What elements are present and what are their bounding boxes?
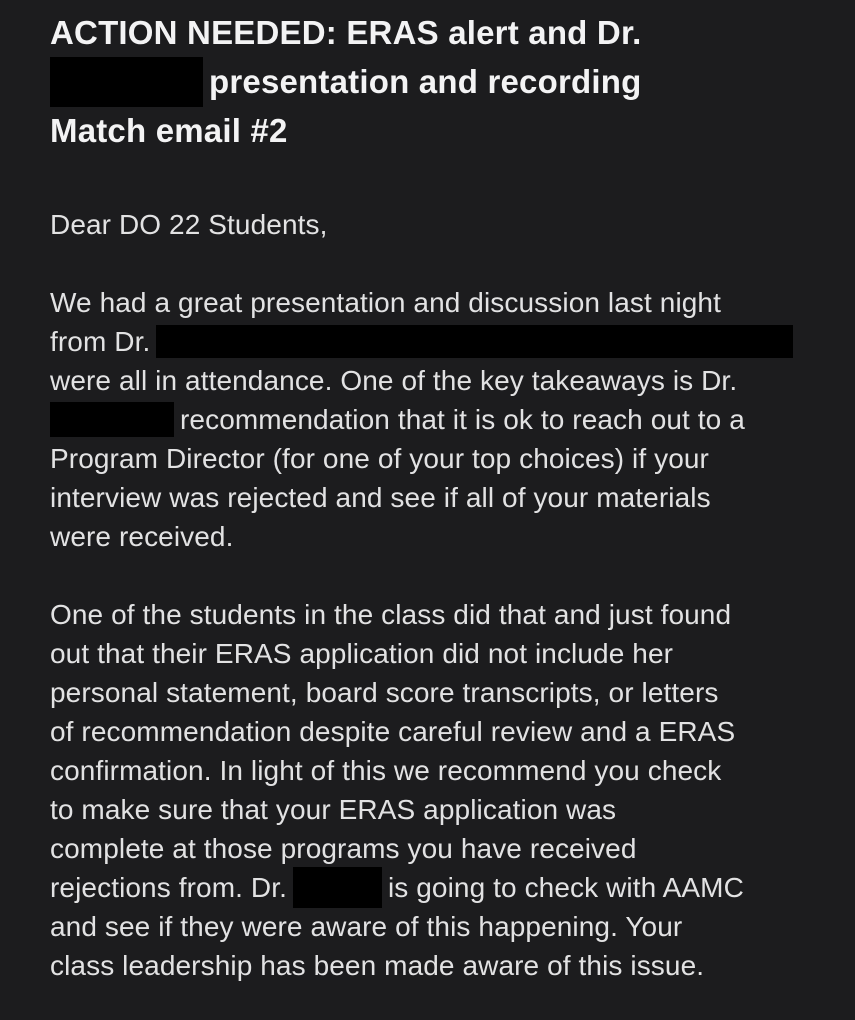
body-line-text: is going to check with AAMC — [387, 872, 744, 903]
text-line — [50, 751, 825, 790]
email-paragraph — [50, 595, 825, 985]
text-line — [50, 517, 825, 556]
body-line-text: interview was rejected and see if all of your materials — [50, 482, 711, 513]
subject-text: ACTION NEEDED: ERAS alert and Dr. — [50, 14, 642, 51]
body-line-text: rejections from. Dr. — [50, 872, 287, 903]
text-line — [50, 205, 825, 244]
text-line — [50, 439, 825, 478]
body-line-text: were received. — [50, 521, 234, 552]
redaction-bar — [156, 325, 793, 358]
email-body — [50, 205, 825, 985]
redaction-bar — [50, 402, 174, 437]
email-paragraph — [50, 283, 825, 556]
body-line-text: recommendation that it is ok to reach out to a — [180, 404, 745, 435]
text-line — [50, 790, 825, 829]
body-line-text: of recommendation despite careful review and a ERAS — [50, 716, 736, 747]
body-line-text: confirmation. In light of this we recommend you check — [50, 755, 722, 786]
email-paragraph — [50, 205, 825, 244]
text-line — [50, 361, 825, 400]
body-line-text: complete at those programs you have received — [50, 833, 637, 864]
text-line — [50, 106, 825, 155]
text-line — [50, 829, 825, 868]
text-line — [50, 400, 825, 439]
body-line-text: class leadership has been made aware of this issue. — [50, 950, 705, 981]
body-line-text: were all in attendance. One of the key takeaways is Dr. — [50, 365, 738, 396]
text-line — [50, 595, 825, 634]
text-line — [50, 868, 825, 907]
text-line — [50, 283, 825, 322]
text-line — [50, 907, 825, 946]
body-line-text: to make sure that your ERAS application was — [50, 794, 617, 825]
text-line — [50, 478, 825, 517]
body-line-text: Dear DO 22 Students, — [50, 209, 328, 240]
text-line — [50, 946, 825, 985]
redaction-bar — [293, 867, 382, 908]
redaction-bar — [50, 57, 203, 107]
text-line — [50, 712, 825, 751]
email-subject — [50, 8, 825, 155]
text-line — [50, 634, 825, 673]
subject-text: Match email #2 — [50, 112, 288, 149]
body-line-text: One of the students in the class did that and just found — [50, 599, 732, 630]
text-line — [50, 322, 825, 361]
text-line — [50, 8, 825, 57]
body-line-text: We had a great presentation and discussion last night — [50, 287, 721, 318]
body-line-text: and see if they were aware of this happening. Your — [50, 911, 683, 942]
body-line-text: from Dr. — [50, 326, 151, 357]
text-line — [50, 673, 825, 712]
body-line-text: out that their ERAS application did not include her — [50, 638, 674, 669]
body-line-text: Program Director (for one of your top choices) if your — [50, 443, 709, 474]
text-line — [50, 57, 825, 106]
body-line-text: personal statement, board score transcripts, or letters — [50, 677, 719, 708]
subject-text: presentation and recording — [209, 63, 642, 100]
